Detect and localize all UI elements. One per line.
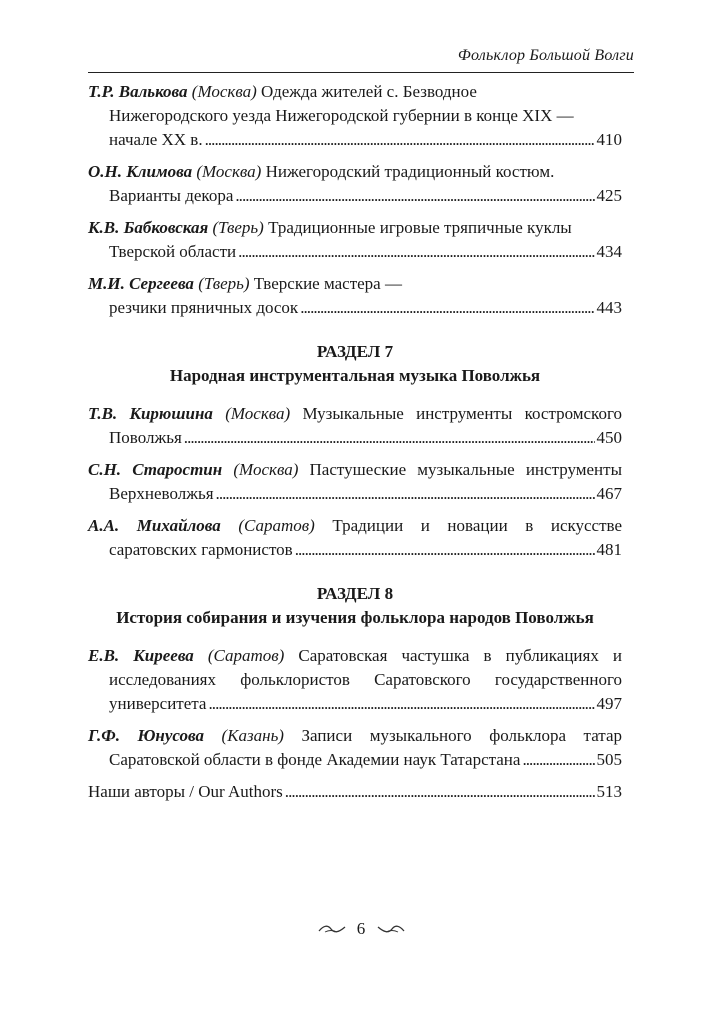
dot-leader — [295, 538, 595, 562]
entry-page-number: 410 — [596, 130, 622, 149]
entry-city: (Тверь) — [212, 218, 264, 237]
entry-title-line: исследованиях фольклористов Саратовского государственного — [109, 670, 622, 689]
dot-leader — [208, 692, 594, 716]
entry-title-line: Нижегородский традиционный костюм. — [261, 162, 555, 181]
dot-leader — [205, 128, 595, 152]
entry-author: Т.В. Кирюшина — [88, 404, 213, 423]
running-head: Фольклор Большой Волги — [457, 47, 634, 64]
entry-title-line: Нижегородского уезда Нижегородской губернии в конце XIX — — [109, 106, 574, 125]
ornament-left-icon — [317, 923, 347, 935]
entry-title-line: Традиции и новации в искусстве — [314, 516, 623, 535]
toc-entry[interactable] — [88, 724, 622, 772]
section-heading — [88, 582, 622, 630]
entry-title-line: резчики пряничных досок — [109, 298, 299, 317]
entry-title-line: начале XX в. — [109, 130, 203, 149]
entry-author: Г.Ф. Юнусова — [88, 726, 205, 745]
toc-entry[interactable] — [88, 514, 622, 562]
entry-author: Е.В. Киреева — [88, 646, 194, 665]
header-rule — [88, 72, 634, 73]
section-heading — [88, 340, 622, 388]
entry-city: (Москва) — [233, 460, 299, 479]
entry-city: (Москва) — [191, 82, 257, 101]
dot-leader — [216, 482, 595, 506]
dot-leader — [238, 240, 594, 264]
entry-author: А.А. Михайлова — [88, 516, 221, 535]
entry-title-line: саратовских гармонистов — [109, 540, 293, 559]
entry-title-line: Пастушеские музыкальные инструменты — [298, 460, 623, 479]
entry-title-line: Традиционные игровые тряпичные куклы — [263, 218, 572, 237]
entry-author: М.И. Сергеева — [88, 274, 194, 293]
entry-author: О.Н. Климова — [88, 162, 193, 181]
entry-title-line: Саратовской области в фонде Академии наук Татарстана — [109, 750, 521, 769]
dot-leader — [300, 296, 594, 320]
entry-city: (Москва) — [225, 404, 291, 423]
toc-entry[interactable] — [88, 216, 622, 264]
entry-page-number: 443 — [596, 298, 622, 317]
entry-city: (Саратов) — [238, 516, 315, 535]
toc-entry[interactable] — [88, 458, 622, 506]
entry-title-line: университета — [109, 694, 207, 713]
toc-entry[interactable] — [88, 644, 622, 716]
dot-leader — [184, 426, 595, 450]
section-title: История собирания и изучения фольклора народов Поволжья — [116, 608, 594, 627]
entry-page-number: 467 — [596, 484, 622, 503]
entry-page-number: 481 — [596, 540, 622, 559]
toc-entry[interactable] — [88, 272, 622, 320]
dot-leader — [235, 184, 594, 208]
section-label: РАЗДЕЛ 8 — [316, 584, 394, 603]
toc-entry-authors[interactable] — [88, 780, 622, 804]
toc-entry[interactable] — [88, 160, 622, 208]
entry-city: (Москва) — [196, 162, 262, 181]
entry-page-number: 425 — [596, 186, 622, 205]
page-footer — [0, 918, 722, 939]
entry-title-line: Поволжья — [109, 428, 182, 447]
entry-city: (Казань) — [221, 726, 284, 745]
dot-leader — [285, 780, 595, 804]
entry-page-number: 513 — [596, 782, 622, 801]
entry-city: (Тверь) — [198, 274, 250, 293]
entry-author: К.В. Бабковская — [88, 218, 209, 237]
toc-entry[interactable] — [88, 402, 622, 450]
section-title: Народная инструментальная музыка Поволжья — [169, 366, 541, 385]
entry-title-line: Тверской области — [109, 242, 237, 261]
entry-page-number: 450 — [596, 428, 622, 447]
entry-title-line: Записи музыкального фольклора татар — [283, 726, 622, 745]
entry-title-line: Верхневолжья — [109, 484, 214, 503]
table-of-contents — [88, 80, 622, 812]
entry-page-number: 434 — [596, 242, 622, 261]
entry-title-line: Саратовская частушка в публикациях и — [284, 646, 622, 665]
entry-title-line: Одежда жителей с. Безводное — [256, 82, 477, 101]
entry-title-line: Тверские мастера — — [249, 274, 402, 293]
entry-page-number: 505 — [596, 750, 622, 769]
entry-author: С.Н. Старостин — [88, 460, 223, 479]
dot-leader — [522, 748, 594, 772]
section-label: РАЗДЕЛ 7 — [316, 342, 394, 361]
page-number: 6 — [356, 919, 366, 939]
entry-title-line: Наши авторы / Our Authors — [88, 782, 283, 801]
entry-author: Т.Р. Валькова — [88, 82, 188, 101]
toc-entry[interactable] — [88, 80, 622, 152]
entry-page-number: 497 — [596, 694, 622, 713]
entry-city: (Саратов) — [207, 646, 285, 665]
entry-title-line: Варианты декора — [109, 186, 234, 205]
entry-title-line: Музыкальные инструменты костромского — [290, 404, 623, 423]
ornament-right-icon — [376, 923, 406, 935]
